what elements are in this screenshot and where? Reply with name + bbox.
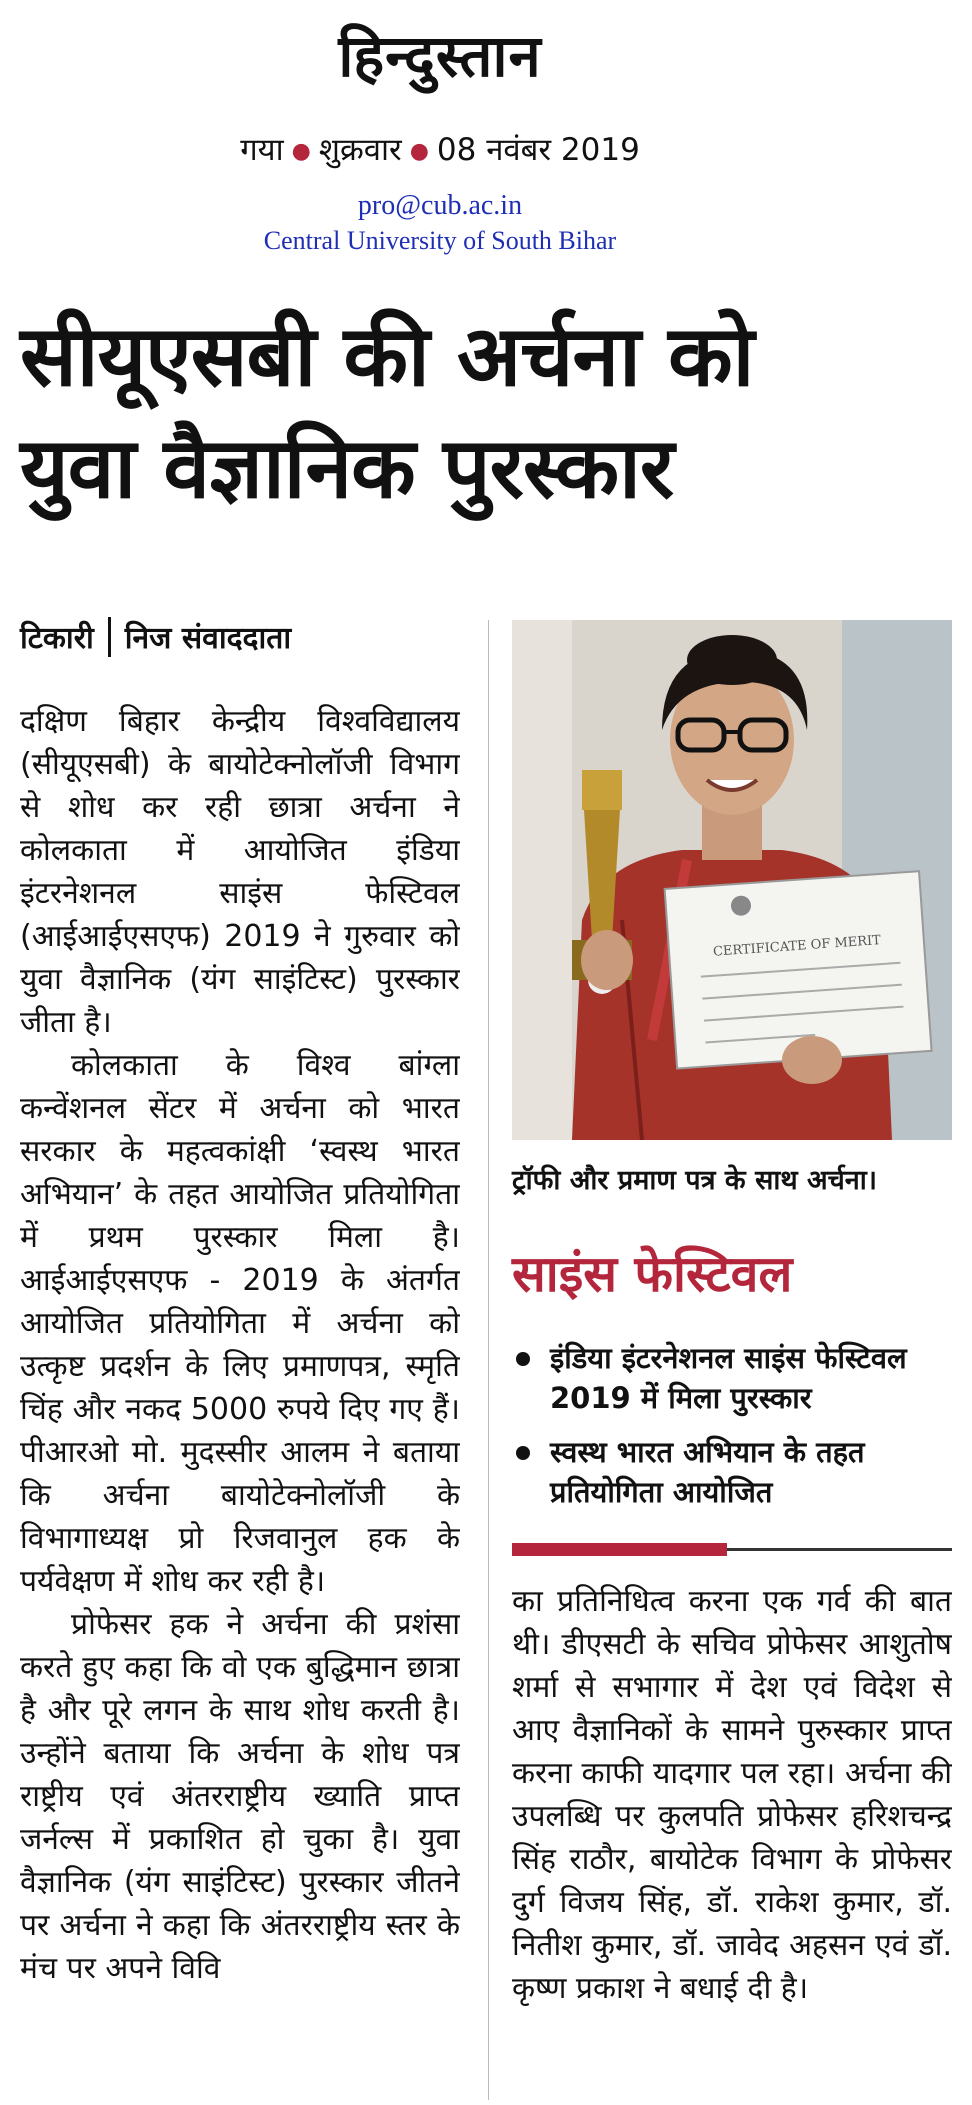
article-photo: [512, 620, 952, 1140]
article-right-column: [512, 1580, 952, 2100]
byline: [20, 616, 291, 657]
photo-illustration: [512, 620, 952, 1140]
byline-separator: [108, 617, 111, 657]
dateline-date: 08 नवंबर 2019: [436, 132, 640, 168]
bullet-dot-icon: ●: [291, 139, 311, 164]
highlight-box-list: [512, 1338, 952, 1526]
photo-caption: ट्रॉफी और प्रमाण पत्र के साथ अर्चना।: [512, 1165, 877, 1196]
article-left-column: [20, 700, 460, 2100]
contact-organization: Central University of South Bihar: [263, 226, 617, 255]
certificate-title: CERTIFICATE OF MERIT: [712, 933, 882, 960]
article-paragraph-continued: का प्रतिनिधित्व करना एक गर्व की बात थी। डीएसटी के सचिव प्रोफेसर आशुतोष शर्मा से सभागार में देश एवं विदेश से आए वैज्ञानिकों के सामने पुरुस्कार प्राप्त करना काफी यादगार पल रहा। अर्चना की उपलब्धि पर कुलपति प्रोफेसर हरिशचन्द्र सिंह राठौर, बायोटेक विभाग के प्रोफेसर दुर्ग विजय सिंह, डॉ. राकेश कुमार, डॉ. नितीश कुमार, डॉ. जावेद अहसन एवं डॉ. कृष्ण प्रकाश ने बधाई दी है।: [512, 1584, 952, 2006]
newspaper-name: हिन्दुस्तान: [338, 22, 542, 90]
highlight-point: [512, 1432, 952, 1512]
dateline-city: गया: [240, 132, 284, 168]
headline-line-2: युवा वैज्ञानिक पुरस्कार: [20, 419, 674, 517]
bullet-dot-icon: [516, 1446, 530, 1460]
highlight-point: [512, 1338, 952, 1418]
column-divider: [488, 620, 489, 2100]
headline-line-1: सीयूएसबी की अर्चना को: [20, 307, 754, 405]
article-paragraph-3: प्रोफेसर हक ने अर्चना की प्रशंसा करते हुए कहा कि वो एक बुद्धिमान छात्रा है और पूरे लगन के साथ शोध करती है। उन्होंने बताया कि अर्चना के शोध पत्र राष्ट्रीय एवं अंतरराष्ट्रीय ख्याति प्राप्त जर्नल्स में प्रकाशित हो चुका है। युवा वैज्ञानिक (यंग साइंटिस्ट) पुरस्कार जीतने पर अर्चना ने कहा कि अंतरराष्ट्रीय स्तर के मंच पर अपने विवि: [20, 1607, 460, 1986]
highlight-box-rule-accent: [512, 1543, 727, 1556]
masthead: [0, 14, 880, 93]
bullet-dot-icon: ●: [409, 139, 429, 164]
dateline-day: शुक्रवार: [318, 132, 402, 168]
article-paragraph-1: दक्षिण बिहार केन्द्रीय विश्वविद्यालय (सीयूएसबी) के बायोटेक्नोलॉजी विभाग से शोध कर रही छात्रा अर्चना ने कोलकाता में आयोजित इंडिया इंटरनेशनल साइंस फेस्टिवल (आईआईएसएफ) 2019 ने गुरुवार को युवा वैज्ञानिक (यंग साइंटिस्ट) पुरस्कार जीता है।: [20, 704, 460, 1040]
contact-email: pro@cub.ac.in: [357, 190, 523, 221]
byline-place: टिकारी: [20, 621, 94, 656]
dateline: [0, 128, 880, 170]
highlight-point-text: इंडिया इंटरनेशनल साइंस फेस्टिवल 2019 में मिला पुरस्कार: [550, 1341, 907, 1415]
byline-reporter: निज संवाददाता: [124, 621, 292, 656]
highlight-box-title: साइंस फेस्टिवल: [512, 1245, 793, 1303]
article-paragraph-2: कोलकाता के विश्व बांग्ला कन्वेंशनल सेंटर में अर्चना को भारत सरकार के महत्वकांक्षी ‘स्वस्थ भारत अभियान’ के तहत आयोजित प्रतियोगिता में प्रथम पुरस्कार मिला है। आईआईएसएफ - 2019 के अंतर्गत आयोजित प्रतियोगिता में अर्चना को उत्कृष्ट प्रदर्शन के लिए प्रमाणपत्र, स्मृति चिंह और नकद 5000 रुपये दिए गए हैं। पीआरओ मो. मुदस्सीर आलम ने बताया कि अर्चना बायोटेक्नोलॉजी के विभागाध्यक्ष प्रो रिजवानुल हक के पर्यवेक्षण में शोध कर रही है।: [20, 1048, 460, 1599]
bullet-dot-icon: [516, 1352, 530, 1366]
headline: [20, 300, 950, 524]
highlight-point-text: स्वस्थ भारत अभियान के तहत प्रतियोगिता आयोजित: [550, 1435, 865, 1509]
